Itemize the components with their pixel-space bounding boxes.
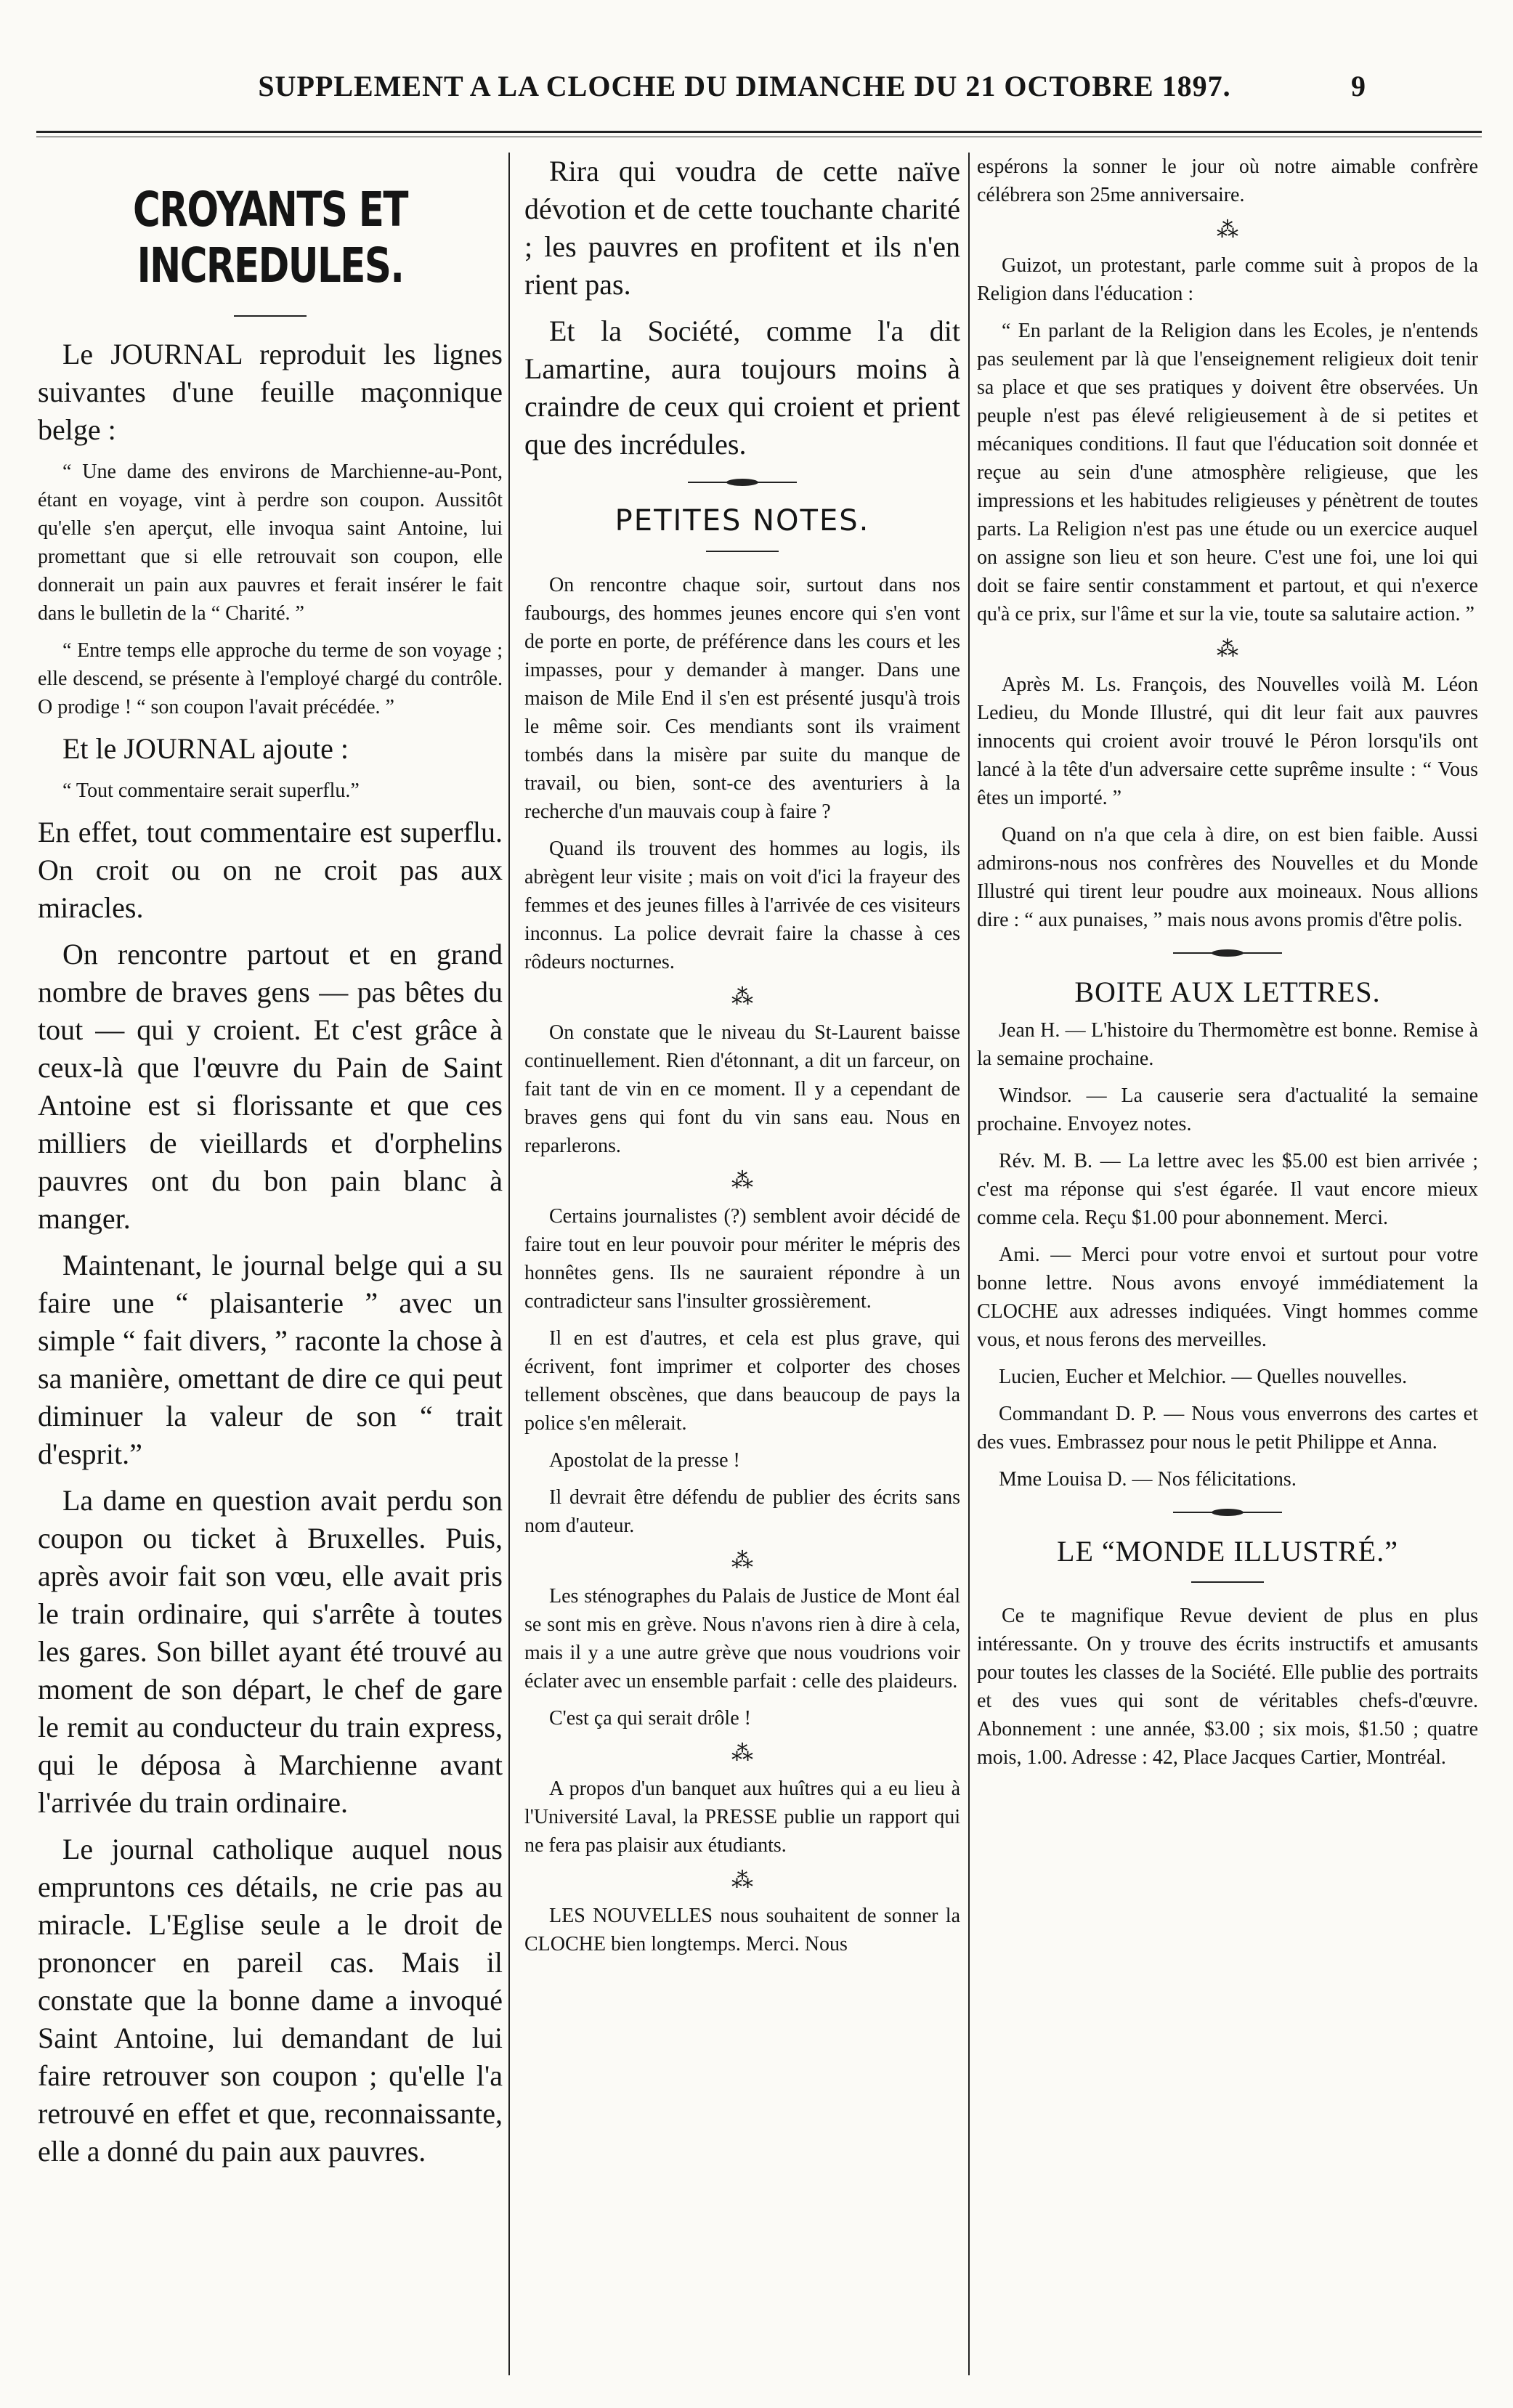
paragraph: Guizot, un protestant, parle comme suit à propos de la Religion dans l'éducation : xyxy=(977,254,1478,305)
note-paragraph: Les sténographes du Palais de Justice de Mont éal se sont mis en grève. Nous n'avons rien à dire à cela, mais il y a une autre grève que nous voudrions voir éclater avec un ensemble parfait : celle des plaideurs. xyxy=(524,1585,960,1693)
column-3 xyxy=(977,153,1478,2368)
column-1 xyxy=(38,153,503,2368)
quote-paragraph: “ Une dame des environs de Marchienne-au-Pont, étant en voyage, vint à perdre son coupon. Aussitôt qu'elle s'en aperçut, elle invoqua saint Antoine, lui promettant que si elle retrouvait son coupon, elle donnerait un pain aux pauvres et ferait insérer le fait dans le bulletin de la “ Charité. ” xyxy=(38,461,503,625)
letter-entry: Jean H. — L'histoire du Thermomètre est bonne. Remise à la semaine prochaine. xyxy=(977,1019,1478,1070)
ornament-divider xyxy=(1173,1507,1282,1518)
note-paragraph: A propos d'un banquet aux huîtres qui a eu lieu à l'Université Laval, la PRESSE publie un rapport qui ne fera pas plaisir aux étudiants. xyxy=(524,1777,960,1857)
running-head xyxy=(0,69,1513,113)
heading-divider xyxy=(1191,1581,1264,1583)
paragraph: Ce te magnifique Revue devient de plus en plus intéressante. On y trouve des écrits instructifs et amusants pour toutes les classes de la Société. Elle publie des portraits et des vues qui sont de véritables chefs-d'œuvre. Abonnement : une année, $3.00 ; six mois, $1.50 ; quatre mois, 1.00. Adresse : 42, Place Jacques Cartier, Montréal. xyxy=(977,1605,1478,1769)
asterism: ⁂ xyxy=(731,985,753,1009)
paragraph: En effet, tout commentaire est superflu. On croit ou on ne croit pas aux miracles. xyxy=(38,816,503,924)
letter-entry: Commandant D. P. — Nous vous enverrons des cartes et des vues. Embrassez pour nous le petit Philippe et Anna. xyxy=(977,1403,1478,1454)
letter-entry: Mme Louisa D. — Nos félicitations. xyxy=(999,1468,1297,1491)
paragraph: Quand on n'a que cela à dire, on est bien faible. Aussi admirons-nous nos confrères des Nouvelles et du Monde Illustré qui tirent leur poudre aux moineaux. Nous allions dire : “ aux punaises, ” mais nous avons promis d'être polis. xyxy=(977,824,1478,931)
asterism: ⁂ xyxy=(1217,218,1238,242)
paragraph: Maintenant, le journal belge qui a su faire une “ plaisanterie ” avec un simple “ fait divers, ” raconte la chose à sa manière, omettant de dire ce qui peut diminuer la valeur de son “ trait d'esprit.” xyxy=(38,1249,503,1470)
asterism: ⁂ xyxy=(1217,637,1238,661)
asterism: ⁂ xyxy=(731,1868,753,1892)
column-rule-1 xyxy=(508,153,510,2375)
section-heading: LE “MONDE ILLUSTRÉ.” xyxy=(1057,1535,1398,1568)
note-paragraph: C'est ça qui serait drôle ! xyxy=(549,1707,751,1730)
letter-entry: Ami. — Merci pour votre envoi et surtout pour votre bonne lettre. Nous avons envoyé immédiatement la CLOCHE aux adresses indiquées. Vingt hommes comme vous, et nous ferons des merveilles. xyxy=(977,1244,1478,1351)
column-rule-2 xyxy=(968,153,970,2375)
paragraph: Rira qui voudra de cette naïve dévotion et de cette touchante charité ; les pauvres en profitent et ils n'en rient pas. xyxy=(524,155,960,301)
quote-paragraph: “ En parlant de la Religion dans les Ecoles, je n'entends pas seulement par là que l'enseignement religieux doit tenir sa place et que ses pratiques y doivent être observées. Un peuple n'est pas élevé religieusement à de si petites et mécaniques conditions. Il faut que l'éducation soit donnée et reçue au sein d'une atmosphère religieuse, que les impressions et les habitudes religieuses y pénètrent de toutes parts. La Religion n'est pas une étude ou un exercice auquel on assigne son lieu et son heure. C'est une foi, une loi qui doit se faire sentir constamment et partout, et qui n'exerce qu'à ce prix, sur l'âme et sur la vie, toute sa salutaire action. ” xyxy=(977,320,1478,625)
note-paragraph: Certains journalistes (?) semblent avoir décidé de faire tout en leur pouvoir pour mériter le mépris des honnêtes gens. Ils ne sauraient répondre à un contradicteur sans l'insulter grossièrement. xyxy=(524,1205,960,1313)
note-paragraph: Il en est d'autres, et cela est plus grave, qui écrivent, font imprimer et colporter des choses tellement obscènes, que dans beaucoup de pays la police s'en mêlerait. xyxy=(524,1327,960,1435)
letter-entry: Rév. M. B. — La lettre avec les $5.00 est bien arrivée ; c'est ma réponse qui s'est égarée. Il vaut encore mieux comme cela. Reçu $1.00 pour abonnement. Merci. xyxy=(977,1150,1478,1229)
ornament-divider xyxy=(1173,947,1282,959)
asterism: ⁂ xyxy=(731,1549,753,1573)
paragraph: Après M. Ls. François, des Nouvelles voilà M. Léon Ledieu, du Monde Illustré, qui dit leur fait aux pauvres innocents qui croient avoir trouvé le Péron lorsqu'ils ont lancé à la tête d'un adversaire cette suprême insulte : “ Vous êtes un importé. ” xyxy=(977,673,1478,809)
running-head-title: SUPPLEMENT A LA CLOCHE DU DIMANCHE DU 21 OCTOBRE 1897. xyxy=(258,70,1231,102)
letter-entry: Windsor. — La causerie sera d'actualité la semaine prochaine. Envoyez notes. xyxy=(977,1085,1478,1135)
note-paragraph: Il devrait être défendu de publier des écrits sans nom d'auteur. xyxy=(524,1486,960,1537)
paragraph: La dame en question avait perdu son coupon ou ticket à Bruxelles. Puis, après avoir fait son vœu, elle avait pris le train ordinaire, qui s'arrête à toutes les gares. Son billet ayant été trouvé au moment de son départ, le chef de gare le remit au conducteur du train express, qui le déposa à Marchienne avant l'arrivée du train ordinaire. xyxy=(38,1484,503,1819)
column-2 xyxy=(524,153,960,2368)
note-paragraph: Quand ils trouvent des hommes au logis, ils abrègent leur visite ; mais on voit d'ici la frayeur des femmes et des jeunes filles à l'arrivée de ces visiteurs inconnus. La police devrait faire la chasse à ces rôdeurs nocturnes. xyxy=(524,838,960,973)
ornament-divider xyxy=(688,477,797,488)
page-number: 9 xyxy=(1351,70,1366,102)
article-heading: CROYANTS ET INCREDULES. xyxy=(133,182,407,293)
paragraph: Le JOURNAL reproduit les lignes suivantes d'une feuille maçonnique belge : xyxy=(38,338,503,446)
paragraph: Le journal catholique auquel nous empruntons ces détails, ne crie pas au miracle. L'Eglise seule a le droit de prononcer en pareil cas. Mais il constate que la bonne dame a invoqué Saint Antoine, lui demandant de lui faire retrouver son coupon ; qu'elle l'a retrouvé en effet et que, reconnaissante, elle a donné du pain aux pauvres. xyxy=(38,1833,503,2168)
section-heading: BOITE AUX LETTRES. xyxy=(1074,976,1381,1008)
quote-paragraph: “ Tout commentaire serait superflu.” xyxy=(62,779,360,802)
paragraph: Et la Société, comme l'a dit Lamartine, aura toujours moins à craindre de ceux qui croient et prient que des incrédules. xyxy=(524,315,960,461)
letter-entry: Lucien, Eucher et Melchior. — Quelles nouvelles. xyxy=(999,1366,1408,1388)
paragraph: espérons la sonner le jour où notre aimable confrère célébrera son 25me anniversaire. xyxy=(977,155,1478,206)
heading-divider xyxy=(706,551,779,552)
paragraph: On rencontre partout et en grand nombre de braves gens — pas bêtes du tout — qui y croient. Et c'est grâce à ceux-là que l'œuvre du Pain de Saint Antoine est si florissante et que ces milliers de vieillards et d'orphelins pauvres ont du bon pain blanc à manger. xyxy=(38,938,503,1235)
quote-paragraph: “ Entre temps elle approche du terme de son voyage ; elle descend, se présente à l'employé chargé du contrôle. O prodige ! “ son coupon l'avait précédée. ” xyxy=(38,639,503,718)
asterism: ⁂ xyxy=(731,1741,753,1765)
note-paragraph: Apostolat de la presse ! xyxy=(549,1449,740,1472)
heading-divider xyxy=(234,315,307,317)
note-paragraph: LES NOUVELLES nous souhaitent de sonner la CLOCHE bien longtemps. Merci. Nous xyxy=(524,1905,960,1955)
paragraph: Et le JOURNAL ajoute : xyxy=(62,732,349,765)
note-paragraph: On constate que le niveau du St-Laurent baisse continuellement. Rien d'étonnant, a dit un farceur, on fait tant de vin en ce moment. Il y a cependant de braves gens qui font du vin sans eau. Nous en reparlerons. xyxy=(524,1021,960,1157)
header-rule xyxy=(36,131,1482,137)
section-heading: PETITES NOTES. xyxy=(614,504,870,538)
note-paragraph: On rencontre chaque soir, surtout dans nos faubourgs, des hommes jeunes encore qui s'en vont de porte en porte, de préférence dans les cours et les impasses, pour y demander à manger. Dans une maison de Mile End il s'en est présenté jusqu'à trois le même soir. Ces mendiants sont ils vraiment tombés dans la misère par suite du manque de travail, ou bien, sont-ce des aventuriers à la recherche d'un mauvais coup à faire ? xyxy=(524,574,960,823)
asterism: ⁂ xyxy=(731,1169,753,1193)
